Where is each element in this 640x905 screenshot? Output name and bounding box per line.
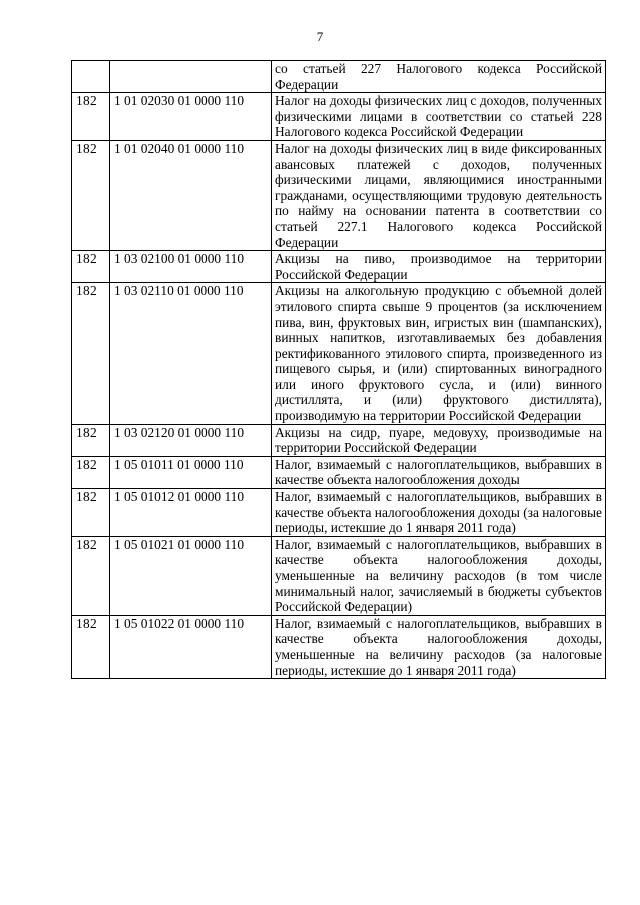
kbk-code-cell: 1 01 02030 01 0000 110 (110, 93, 272, 141)
kbk-code-cell (110, 61, 272, 93)
kbk-code-cell: 1 03 02100 01 0000 110 (110, 251, 272, 283)
revenue-name-cell: Акцизы на алкогольную продукцию с объемной долей этилового спирта свыше 9 процентов (за исключением пива, вин, фруктовых вин, игристых вин (шампанских), винных напитков, изготавливаемых без добавления ректификованного этилового спирта, произведенного из пищевого сырья, и (или) спиртованных виноградного или иного фруктового сусла, и (или) винного дистиллята, и (или) фруктового дистиллята), производимую на территории Российской Федерации (272, 283, 606, 424)
page-number: 7 (316, 29, 324, 44)
revenue-name-cell: Налог на доходы физических лиц с доходов, полученных физическими лицами в соответствии со статьей 228 Налогового кодекса Российской Федерации (272, 93, 606, 141)
kbk-code-cell: 1 05 01021 01 0000 110 (110, 536, 272, 615)
kbk-code-cell: 1 05 01012 01 0000 110 (110, 489, 272, 537)
kbk-code-cell: 1 03 02110 01 0000 110 (110, 283, 272, 424)
admin-code-cell: 182 (72, 140, 110, 250)
revenue-name-cell: Налог, взимаемый с налогоплательщиков, выбравших в качестве объекта налогообложения доходы, уменьшенные на величину расходов (в том числе минимальный налог, зачисляемый в бюджеты субъектов Российской Федерации) (272, 536, 606, 615)
revenue-name-cell: Акцизы на пиво, производимое на территории Российской Федерации (272, 251, 606, 283)
admin-code-cell: 182 (72, 489, 110, 537)
table-row (72, 283, 606, 424)
revenue-name-cell: Налог, взимаемый с налогоплательщиков, выбравших в качестве объекта налогообложения доходы (за налоговые периоды, истекшие до 1 января 2011 года) (272, 489, 606, 537)
admin-code-cell: 182 (72, 251, 110, 283)
kbk-code-cell: 1 05 01022 01 0000 110 (110, 615, 272, 678)
admin-code-cell (72, 61, 110, 93)
kbk-code-cell: 1 01 02040 01 0000 110 (110, 140, 272, 250)
kbk-code-cell: 1 03 02120 01 0000 110 (110, 424, 272, 456)
admin-code-cell: 182 (72, 93, 110, 141)
revenue-name-cell: со статьей 227 Налогового кодекса Российской Федерации (272, 61, 606, 93)
table-row (72, 251, 606, 283)
admin-code-cell: 182 (72, 536, 110, 615)
admin-code-cell: 182 (72, 283, 110, 424)
kbk-code-cell: 1 05 01011 01 0000 110 (110, 456, 272, 488)
budget-classification-table (71, 60, 606, 679)
admin-code-cell: 182 (72, 615, 110, 678)
admin-code-cell: 182 (72, 456, 110, 488)
table-row (72, 456, 606, 488)
admin-code-cell: 182 (72, 424, 110, 456)
table-row (72, 140, 606, 250)
table-row (72, 424, 606, 456)
table-row (72, 61, 606, 93)
revenue-name-cell: Налог, взимаемый с налогоплательщиков, выбравших в качестве объекта налогообложения доходы, уменьшенные на величину расходов (за налоговые периоды, истекшие до 1 января 2011 года) (272, 615, 606, 678)
revenue-name-cell: Налог, взимаемый с налогоплательщиков, выбравших в качестве объекта налогообложения доходы (272, 456, 606, 488)
table-row (72, 536, 606, 615)
table-row (72, 489, 606, 537)
table-row (72, 615, 606, 678)
table-row (72, 93, 606, 141)
revenue-name-cell: Налог на доходы физических лиц в виде фиксированных авансовых платежей с доходов, полученных физическими лицами, являющимися иностранными гражданами, осуществляющими трудовую деятельность по найму на основании патента в соответствии со статьей 227.1 Налогового кодекса Российской Федерации (272, 140, 606, 250)
revenue-name-cell: Акцизы на сидр, пуаре, медовуху, производимые на территории Российской Федерации (272, 424, 606, 456)
